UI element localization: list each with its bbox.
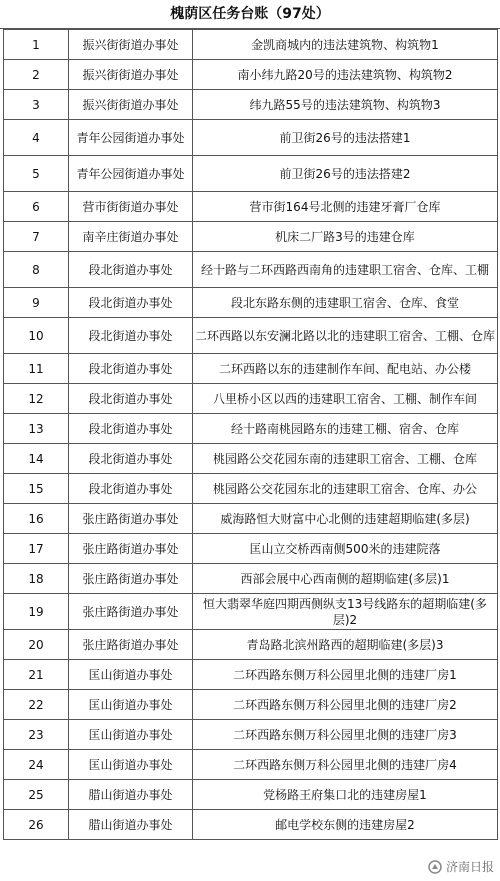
table-row bbox=[4, 288, 498, 318]
row-number-cell: 10 bbox=[4, 318, 69, 354]
newspaper-logo-icon bbox=[428, 860, 442, 874]
office-cell: 匡山街道办事处 bbox=[69, 660, 193, 690]
table-row bbox=[4, 192, 498, 222]
row-number-cell: 14 bbox=[4, 444, 69, 474]
task-cell: 机床二厂路3号的违建仓库 bbox=[193, 222, 498, 252]
task-cell: 桃园路公交花园东北的违建职工宿舍、仓库、办公 bbox=[193, 474, 498, 504]
table-row bbox=[4, 252, 498, 288]
row-number-cell: 7 bbox=[4, 222, 69, 252]
task-cell: 二环西路东侧万科公园里北侧的违建厂房3 bbox=[193, 720, 498, 750]
watermark bbox=[428, 858, 494, 875]
task-cell: 二环西路东侧万科公园里北侧的违建厂房4 bbox=[193, 750, 498, 780]
office-cell: 匡山街道办事处 bbox=[69, 720, 193, 750]
task-cell: 恒大翡翠华庭四期西侧纵支13号线路东的超期临建(多层)2 bbox=[193, 594, 498, 630]
row-number-cell: 4 bbox=[4, 120, 69, 156]
task-cell: 前卫街26号的违法搭建2 bbox=[193, 156, 498, 192]
table-title: 槐荫区任务台账（97处） bbox=[0, 0, 500, 29]
table-row bbox=[4, 504, 498, 534]
task-cell: 桃园路公交花园东南的违建职工宿舍、工棚、仓库 bbox=[193, 444, 498, 474]
table-row bbox=[4, 534, 498, 564]
task-cell: 经十路南桃园路东的违建工棚、宿舍、仓库 bbox=[193, 414, 498, 444]
office-cell: 振兴街街道办事处 bbox=[69, 90, 193, 120]
office-cell: 青年公园街道办事处 bbox=[69, 156, 193, 192]
office-cell: 段北街道办事处 bbox=[69, 384, 193, 414]
task-cell: 段北东路东侧的违建职工宿舍、仓库、食堂 bbox=[193, 288, 498, 318]
task-cell: 党杨路王府集口北的违建房屋1 bbox=[193, 780, 498, 810]
table-row bbox=[4, 156, 498, 192]
row-number-cell: 16 bbox=[4, 504, 69, 534]
office-cell: 匡山街道办事处 bbox=[69, 690, 193, 720]
task-cell: 青岛路北滨州路西的超期临建(多层)3 bbox=[193, 630, 498, 660]
task-cell: 南小纬九路20号的违法建筑物、构筑物2 bbox=[193, 60, 498, 90]
row-number-cell: 12 bbox=[4, 384, 69, 414]
row-number-cell: 20 bbox=[4, 630, 69, 660]
table-row bbox=[4, 222, 498, 252]
task-cell: 八里桥小区以西的违建职工宿舍、工棚、制作车间 bbox=[193, 384, 498, 414]
table-row bbox=[4, 630, 498, 660]
row-number-cell: 17 bbox=[4, 534, 69, 564]
table-row bbox=[4, 660, 498, 690]
table-row bbox=[4, 120, 498, 156]
row-number-cell: 25 bbox=[4, 780, 69, 810]
task-cell: 二环西路以东安澜北路以北的违建职工宿舍、工棚、仓库 bbox=[193, 318, 498, 354]
task-cell: 邮电学校东侧的违建房屋2 bbox=[193, 810, 498, 840]
task-cell: 金凯商城内的违法建筑物、构筑物1 bbox=[193, 30, 498, 60]
row-number-cell: 15 bbox=[4, 474, 69, 504]
office-cell: 南辛庄街道办事处 bbox=[69, 222, 193, 252]
task-cell: 威海路恒大财富中心北侧的违建超期临建(多层) bbox=[193, 504, 498, 534]
table-row bbox=[4, 474, 498, 504]
row-number-cell: 5 bbox=[4, 156, 69, 192]
row-number-cell: 24 bbox=[4, 750, 69, 780]
task-cell: 前卫街26号的违法搭建1 bbox=[193, 120, 498, 156]
office-cell: 段北街道办事处 bbox=[69, 252, 193, 288]
table-row bbox=[4, 318, 498, 354]
task-cell: 西部会展中心西南侧的超期临建(多层)1 bbox=[193, 564, 498, 594]
table-row bbox=[4, 594, 498, 630]
row-number-cell: 11 bbox=[4, 354, 69, 384]
row-number-cell: 3 bbox=[4, 90, 69, 120]
row-number-cell: 18 bbox=[4, 564, 69, 594]
task-table bbox=[3, 29, 498, 840]
office-cell: 段北街道办事处 bbox=[69, 444, 193, 474]
row-number-cell: 6 bbox=[4, 192, 69, 222]
office-cell: 段北街道办事处 bbox=[69, 354, 193, 384]
table-row bbox=[4, 60, 498, 90]
task-cell: 二环西路以东的违建制作车间、配电站、办公楼 bbox=[193, 354, 498, 384]
table-row bbox=[4, 90, 498, 120]
office-cell: 段北街道办事处 bbox=[69, 288, 193, 318]
row-number-cell: 8 bbox=[4, 252, 69, 288]
office-cell: 振兴街街道办事处 bbox=[69, 60, 193, 90]
table-row bbox=[4, 354, 498, 384]
task-cell: 经十路与二环西路西南角的违建职工宿舍、仓库、工棚 bbox=[193, 252, 498, 288]
task-cell: 纬九路55号的违法建筑物、构筑物3 bbox=[193, 90, 498, 120]
table-row bbox=[4, 690, 498, 720]
office-cell: 段北街道办事处 bbox=[69, 318, 193, 354]
table-row bbox=[4, 444, 498, 474]
table-row bbox=[4, 720, 498, 750]
office-cell: 段北街道办事处 bbox=[69, 414, 193, 444]
office-cell: 腊山街道办事处 bbox=[69, 810, 193, 840]
task-cell: 二环西路东侧万科公园里北侧的违建厂房1 bbox=[193, 660, 498, 690]
watermark-text: 济南日报 bbox=[445, 860, 494, 874]
office-cell: 张庄路街道办事处 bbox=[69, 594, 193, 630]
task-cell: 二环西路东侧万科公园里北侧的违建厂房2 bbox=[193, 690, 498, 720]
office-cell: 张庄路街道办事处 bbox=[69, 630, 193, 660]
office-cell: 段北街道办事处 bbox=[69, 474, 193, 504]
office-cell: 匡山街道办事处 bbox=[69, 750, 193, 780]
task-cell: 营市街164号北侧的违建牙膏厂仓库 bbox=[193, 192, 498, 222]
office-cell: 营市街街道办事处 bbox=[69, 192, 193, 222]
table-row bbox=[4, 780, 498, 810]
table-row bbox=[4, 564, 498, 594]
row-number-cell: 26 bbox=[4, 810, 69, 840]
table-row bbox=[4, 750, 498, 780]
row-number-cell: 22 bbox=[4, 690, 69, 720]
table-row bbox=[4, 810, 498, 840]
row-number-cell: 9 bbox=[4, 288, 69, 318]
row-number-cell: 1 bbox=[4, 30, 69, 60]
office-cell: 青年公园街道办事处 bbox=[69, 120, 193, 156]
table-row bbox=[4, 384, 498, 414]
office-cell: 张庄路街道办事处 bbox=[69, 564, 193, 594]
task-cell: 匡山立交桥西南侧500米的违建院落 bbox=[193, 534, 498, 564]
table-row bbox=[4, 30, 498, 60]
office-cell: 张庄路街道办事处 bbox=[69, 534, 193, 564]
row-number-cell: 19 bbox=[4, 594, 69, 630]
table-row bbox=[4, 414, 498, 444]
office-cell: 张庄路街道办事处 bbox=[69, 504, 193, 534]
row-number-cell: 21 bbox=[4, 660, 69, 690]
office-cell: 振兴街街道办事处 bbox=[69, 30, 193, 60]
office-cell: 腊山街道办事处 bbox=[69, 780, 193, 810]
row-number-cell: 2 bbox=[4, 60, 69, 90]
row-number-cell: 23 bbox=[4, 720, 69, 750]
row-number-cell: 13 bbox=[4, 414, 69, 444]
